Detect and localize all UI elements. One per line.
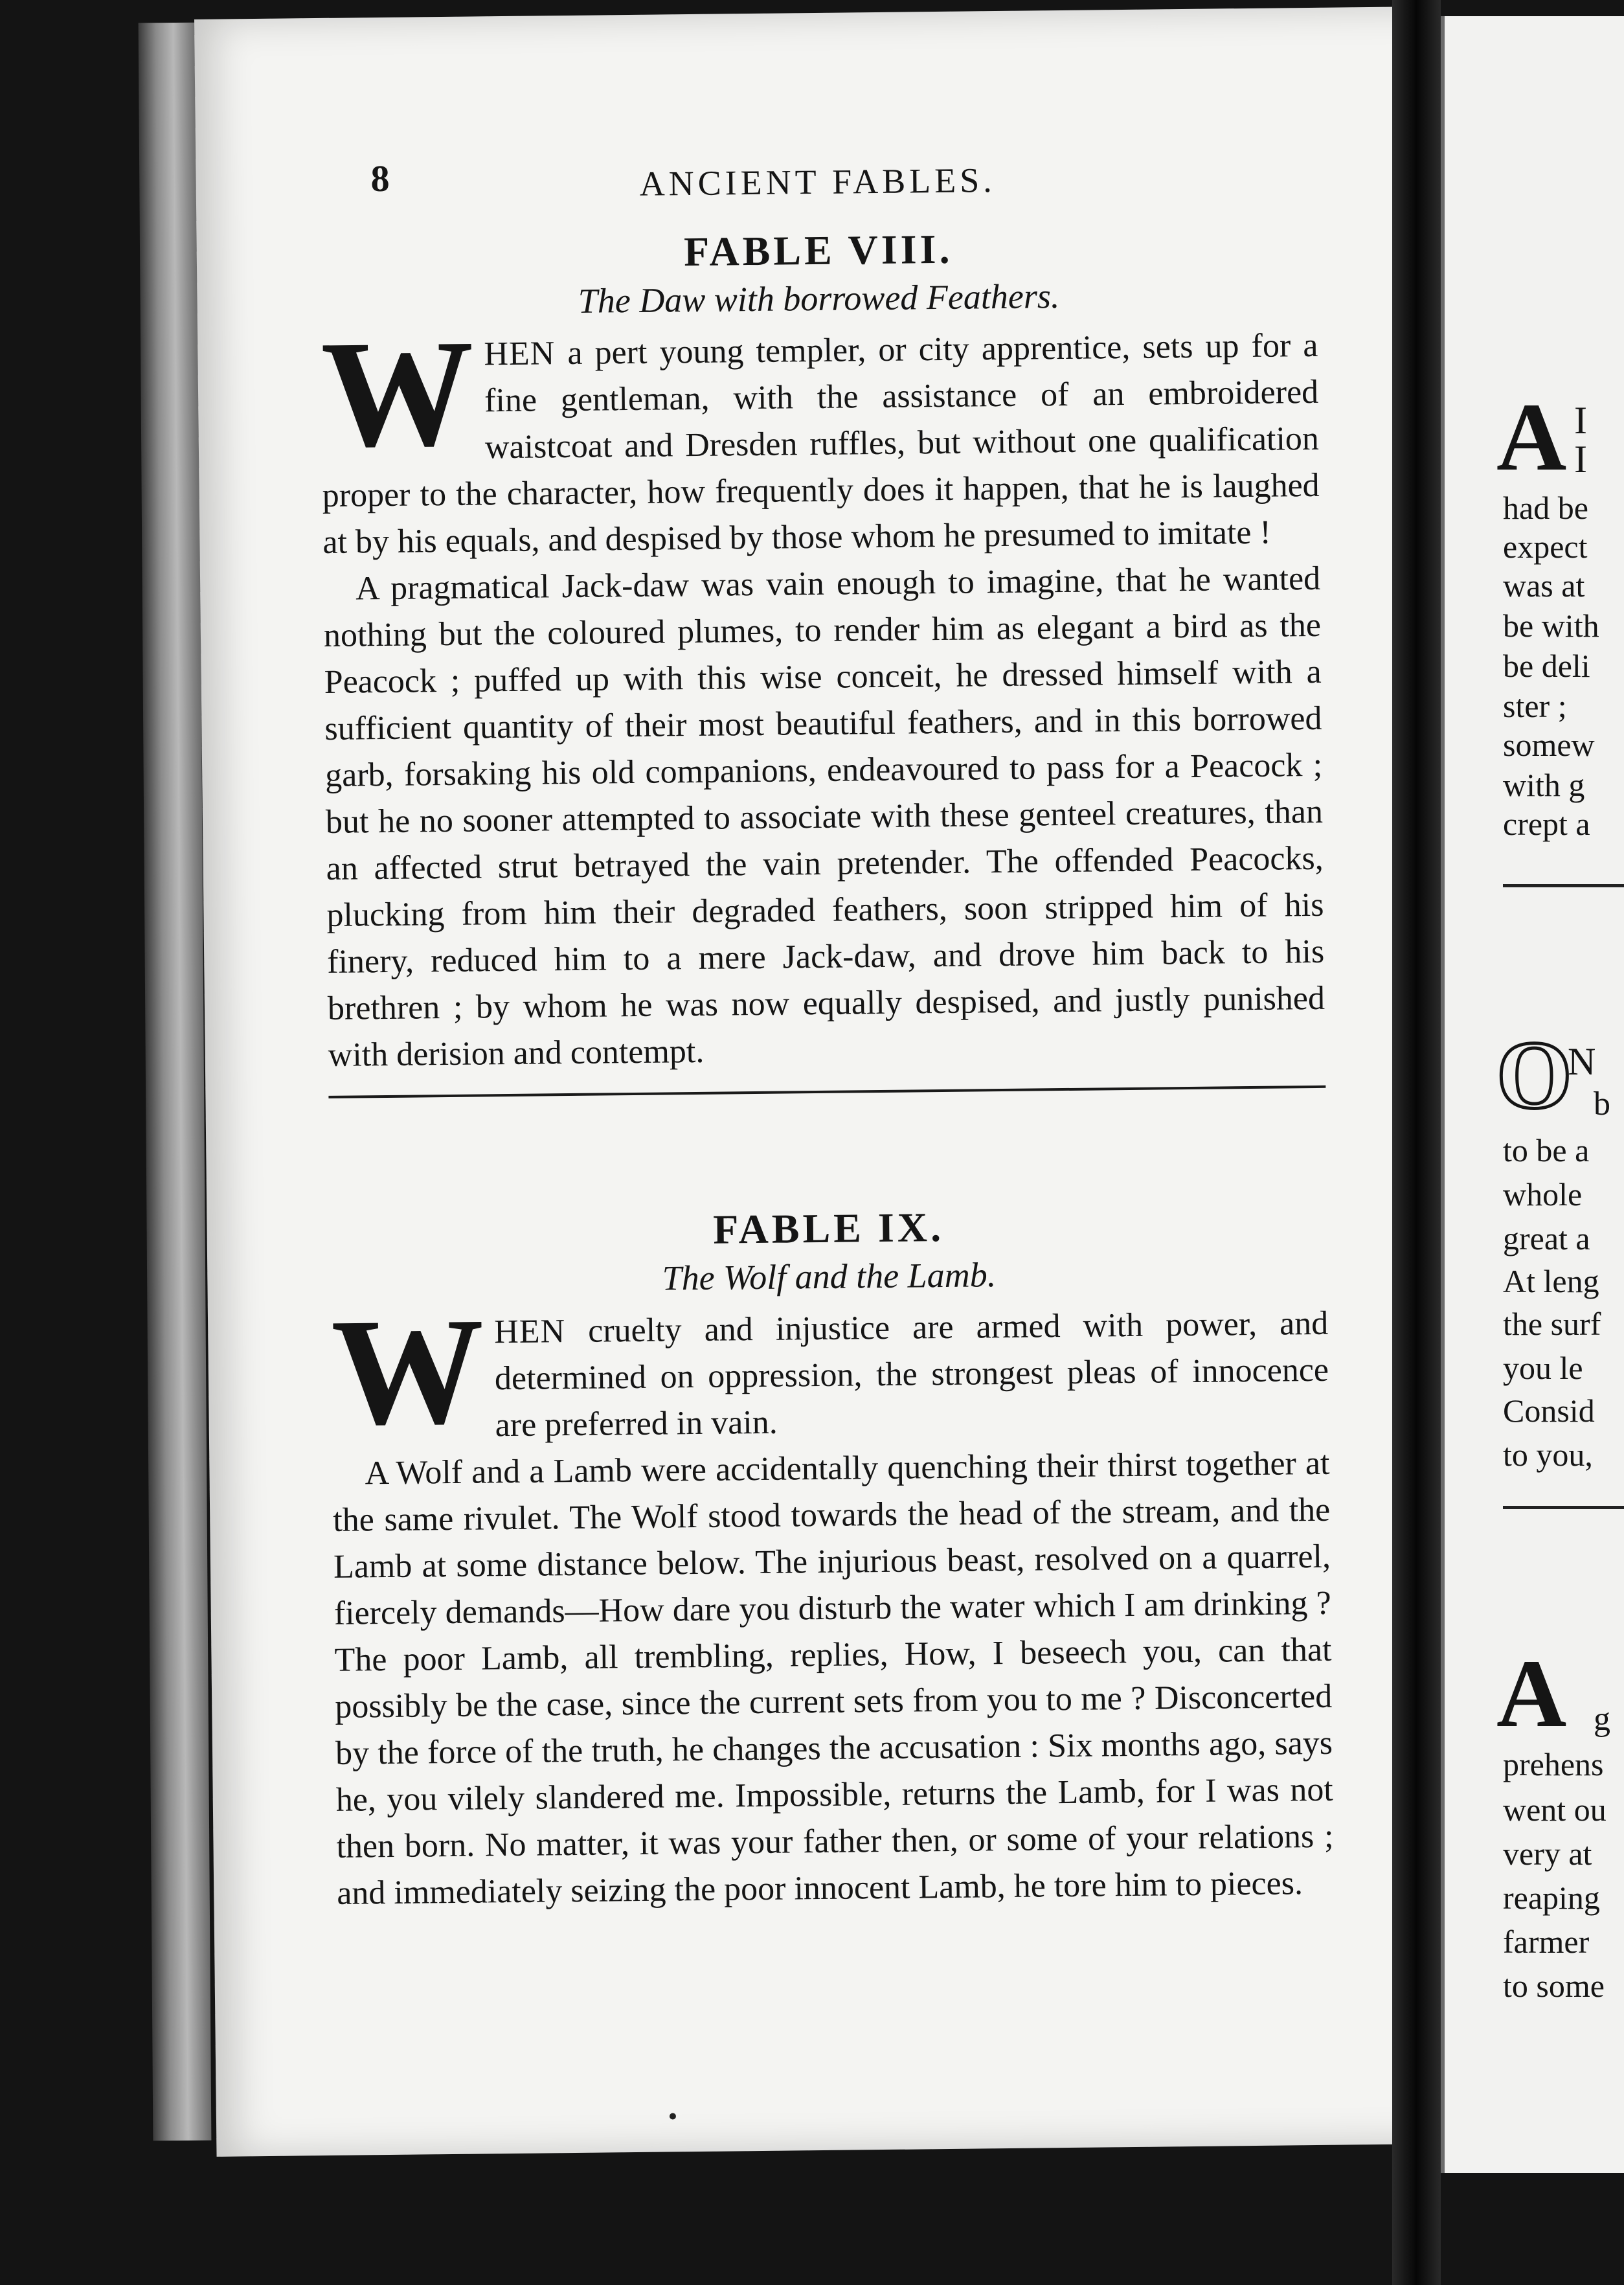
text-line: prehens (1503, 1746, 1604, 1782)
drop-cap: O (1496, 1021, 1572, 1129)
lead-word: HEN (493, 1313, 566, 1351)
text-line: reaping (1503, 1880, 1600, 1916)
text-line: expect (1503, 529, 1588, 565)
text-line: went ou (1503, 1791, 1607, 1828)
running-head: ANCIENT FABLES. (639, 161, 996, 203)
page-number: 8 (370, 157, 390, 200)
fable-moral (320, 308, 1320, 566)
cap-fragment: I (1574, 399, 1587, 442)
fable-story: A Wolf and a Lamb were accidentally quenching their thirst together at the same rivulet. The Wolf stood towards the head of the stream, and the Lamb at some distance below. The injurious beast, resolved on a quarrel, fiercely demands—How dare you disturb the water which I am drinking ? The poor Lamb, all trembling, replies, How, I beseech you, can that possibly be the case, since the current sets from you to me ? Disconcerted by the force of the truth, he changes the accusation : Six months ago, says he, you vilely slandered me. Impossible, returns the Lamb, for I was not then born. No matter, it was your father then, or some of your relations ; and immediately seizing the poor innocent Lamb, he tore him to pieces. (332, 1444, 1334, 1912)
text-line: whole (1503, 1176, 1583, 1212)
text-line: At leng (1503, 1263, 1599, 1299)
section-divider (1503, 1506, 1624, 1509)
text-line: be deli (1503, 648, 1590, 684)
text-line: with g (1503, 767, 1585, 803)
text-line: ster ; (1503, 688, 1567, 724)
fable-moral (330, 1286, 1329, 1457)
drop-cap: A (1496, 383, 1567, 491)
drop-cap: W (330, 1286, 486, 1457)
text-line: was at (1503, 567, 1585, 604)
moral-text: a pert young templer, or city apprentice, sets up for a fine gentleman, with the assistance of an embroidered waistcoat and Dresden ruffles, but without one qualification proper to the character, how frequently does it happen, that he is laughed at by his equals, and despised by those whom he presumed to imitate ! (322, 326, 1320, 561)
cap-fragment: b (1594, 1086, 1610, 1122)
cap-fragment: I (1574, 438, 1587, 481)
cap-fragment: g (1594, 1701, 1610, 1738)
text-line: farmer (1503, 1924, 1590, 1960)
fable-subtitle: The Wolf and the Lamb. (662, 1255, 997, 1298)
left-text-column (317, 8, 1334, 1912)
lead-word: HEN (484, 335, 556, 373)
fable-title: FABLE VIII. (683, 225, 953, 275)
text-line: the surf (1503, 1306, 1601, 1342)
text-line: somew (1503, 727, 1595, 763)
fable-viii (319, 222, 1325, 1119)
ink-speck (670, 2113, 676, 2119)
text-line: be with (1503, 608, 1599, 644)
text-line: great a (1503, 1220, 1590, 1256)
text-line: to you, (1503, 1437, 1593, 1473)
section-divider (1503, 884, 1624, 887)
text-line: crept a (1503, 806, 1590, 842)
right-page-fragment (1441, 16, 1624, 2173)
fable-subtitle: The Daw with borrowed Feathers. (578, 277, 1060, 321)
cap-fragment: N (1568, 1040, 1596, 1083)
drop-cap: A (1496, 1640, 1567, 1747)
section-divider (328, 1086, 1325, 1098)
book-gutter (1392, 0, 1441, 2285)
text-line: to some (1503, 1968, 1605, 2004)
fable-ix (330, 1199, 1334, 1917)
moral-text: cruelty and injustice are armed with power, and determined on oppression, the strongest pleas of innocence are preferred in vain. (494, 1304, 1329, 1444)
fable-title: FABLE IX. (712, 1203, 945, 1253)
text-line: had be (1503, 490, 1588, 526)
text-line: very at (1503, 1836, 1592, 1872)
drop-cap: W (320, 308, 475, 479)
fable-story: A pragmatical Jack-daw was vain enough to imagine, that he wanted nothing but the coloured plumes, to render him as elegant a bird as the Peacock ; puffed up with this wise conceit, he dressed himself with a sufficient quantity of their most beautiful feathers, and in this borrowed garb, forsaking his old companions, endeavoured to pass for a Peacock ; but he no sooner attempted to associate with these genteel creatures, than an affected strut betrayed the vain pretender. The offended Peacocks, plucking from him their degraded feathers, soon stripped him of his finery, reduced him to a mere Jack-daw, and drove him back to his brethren ; by whom he was now equally despised, and justly punished with derision and contempt. (323, 560, 1325, 1074)
left-page (194, 6, 1447, 2157)
text-line: you le (1503, 1350, 1583, 1386)
text-line: Consid (1503, 1393, 1595, 1429)
text-line: to be a (1503, 1132, 1590, 1168)
